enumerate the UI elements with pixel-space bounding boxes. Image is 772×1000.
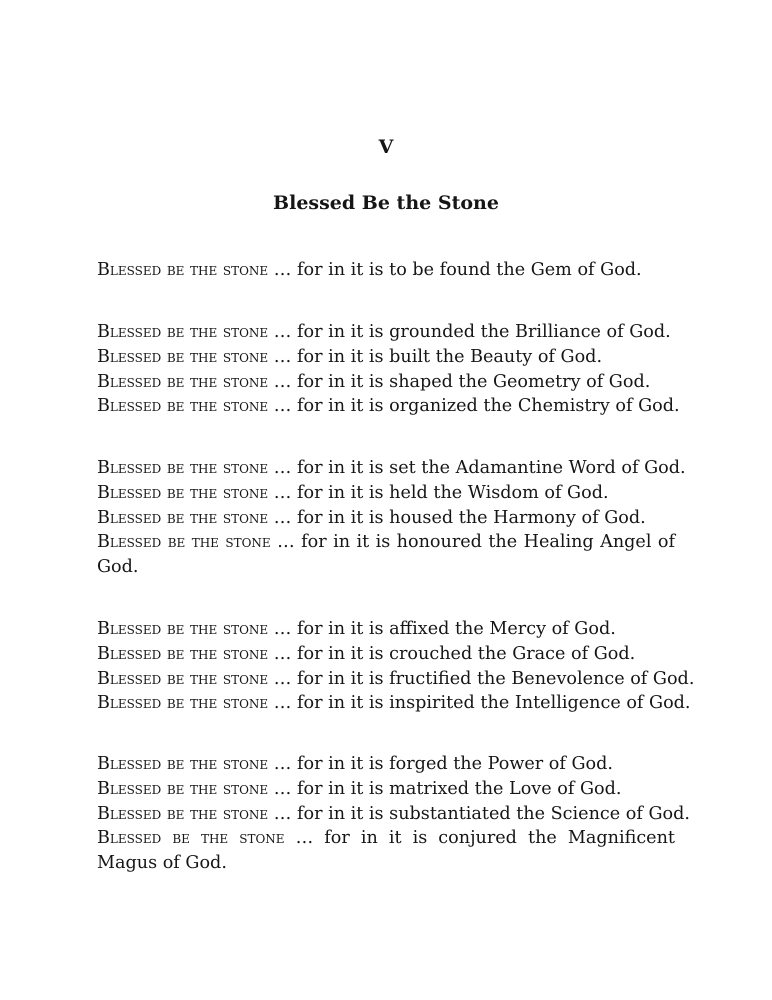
verse-line	[97, 456, 686, 481]
verse-line	[97, 802, 690, 827]
verse-lead: Blessed be the stone	[97, 396, 269, 417]
verse-text: … for in it is forged the Power of God.	[268, 754, 614, 774]
verse-line	[97, 667, 695, 692]
verse-line	[97, 617, 675, 642]
verse-line	[97, 258, 675, 283]
verse-lead: Blessed be the stone	[97, 371, 269, 392]
verse-text: … for in it is substantiated the Science of God.	[268, 803, 690, 824]
verse-lead: Blessed be the stone	[97, 260, 269, 280]
verse-lead: Blessed be the stone	[97, 346, 269, 367]
verse-lead: Blessed be the stone	[97, 322, 269, 342]
stanza	[97, 320, 680, 419]
verse-text: … for in it is shaped the Geometry of God.	[268, 371, 651, 392]
verse-line	[97, 530, 675, 580]
verse-lead: Blessed be the stone	[97, 754, 269, 774]
verse-text: … for in it is affixed the Mercy of God.	[268, 619, 616, 639]
verse-text: … for in it is fructified the Benevolence of God.	[268, 668, 695, 689]
verse-line	[97, 320, 675, 345]
verse-text: … for in it is housed the Harmony of God.	[268, 507, 646, 528]
verse-text: … for in it is matrixed the Love of God.	[268, 778, 622, 799]
verse-lead: Blessed be the stone	[97, 482, 269, 503]
verse-line	[97, 777, 675, 802]
verse-text: … for in it is inspirited the Intelligence of God.	[268, 693, 691, 714]
verse-lead: Blessed be the stone	[97, 619, 269, 639]
verse-text: … for in it is organized the Chemistry of God.	[268, 396, 680, 417]
verse-text: … for in it is held the Wisdom of God.	[268, 482, 609, 503]
verse-text: … for in it is conjured the Magnificent Magus of God.	[97, 828, 675, 874]
verse-line	[97, 826, 675, 876]
verse-line	[97, 394, 680, 419]
verse-lead: Blessed be the stone	[97, 532, 271, 553]
verse-text: … for in it is crouched the Grace of God.	[268, 643, 636, 664]
verse-text: … for in it is honoured the Healing Angel of God.	[97, 532, 675, 578]
verse-text: … for in it is set the Adamantine Word of God.	[268, 458, 686, 478]
verse-line	[97, 642, 675, 667]
verse-line	[97, 752, 675, 777]
verse-lead: Blessed be the stone	[97, 828, 285, 849]
verse-line	[97, 506, 675, 531]
verse-lead: Blessed be the stone	[97, 693, 269, 714]
chapter-title: Blessed Be the Stone	[273, 192, 499, 214]
verse-text: … for in it is built the Beauty of God.	[268, 346, 603, 367]
stanza	[97, 258, 675, 283]
verse-line	[97, 345, 675, 370]
verse-lead: Blessed be the stone	[97, 668, 269, 689]
verse-lead: Blessed be the stone	[97, 803, 269, 824]
verse-line	[97, 691, 691, 716]
verse-line	[97, 370, 675, 395]
verse-lead: Blessed be the stone	[97, 458, 269, 478]
verse-lead: Blessed be the stone	[97, 778, 269, 799]
verse-line	[97, 481, 675, 506]
verse-text: … for in it is to be found the Gem of God.	[268, 260, 642, 280]
verse-lead: Blessed be the stone	[97, 643, 269, 664]
stanza	[97, 617, 695, 716]
verse-lead: Blessed be the stone	[97, 507, 269, 528]
stanza	[97, 752, 690, 876]
verse-text: … for in it is grounded the Brilliance of God.	[268, 322, 671, 342]
chapter-number: V	[378, 136, 394, 158]
stanza	[97, 456, 686, 580]
